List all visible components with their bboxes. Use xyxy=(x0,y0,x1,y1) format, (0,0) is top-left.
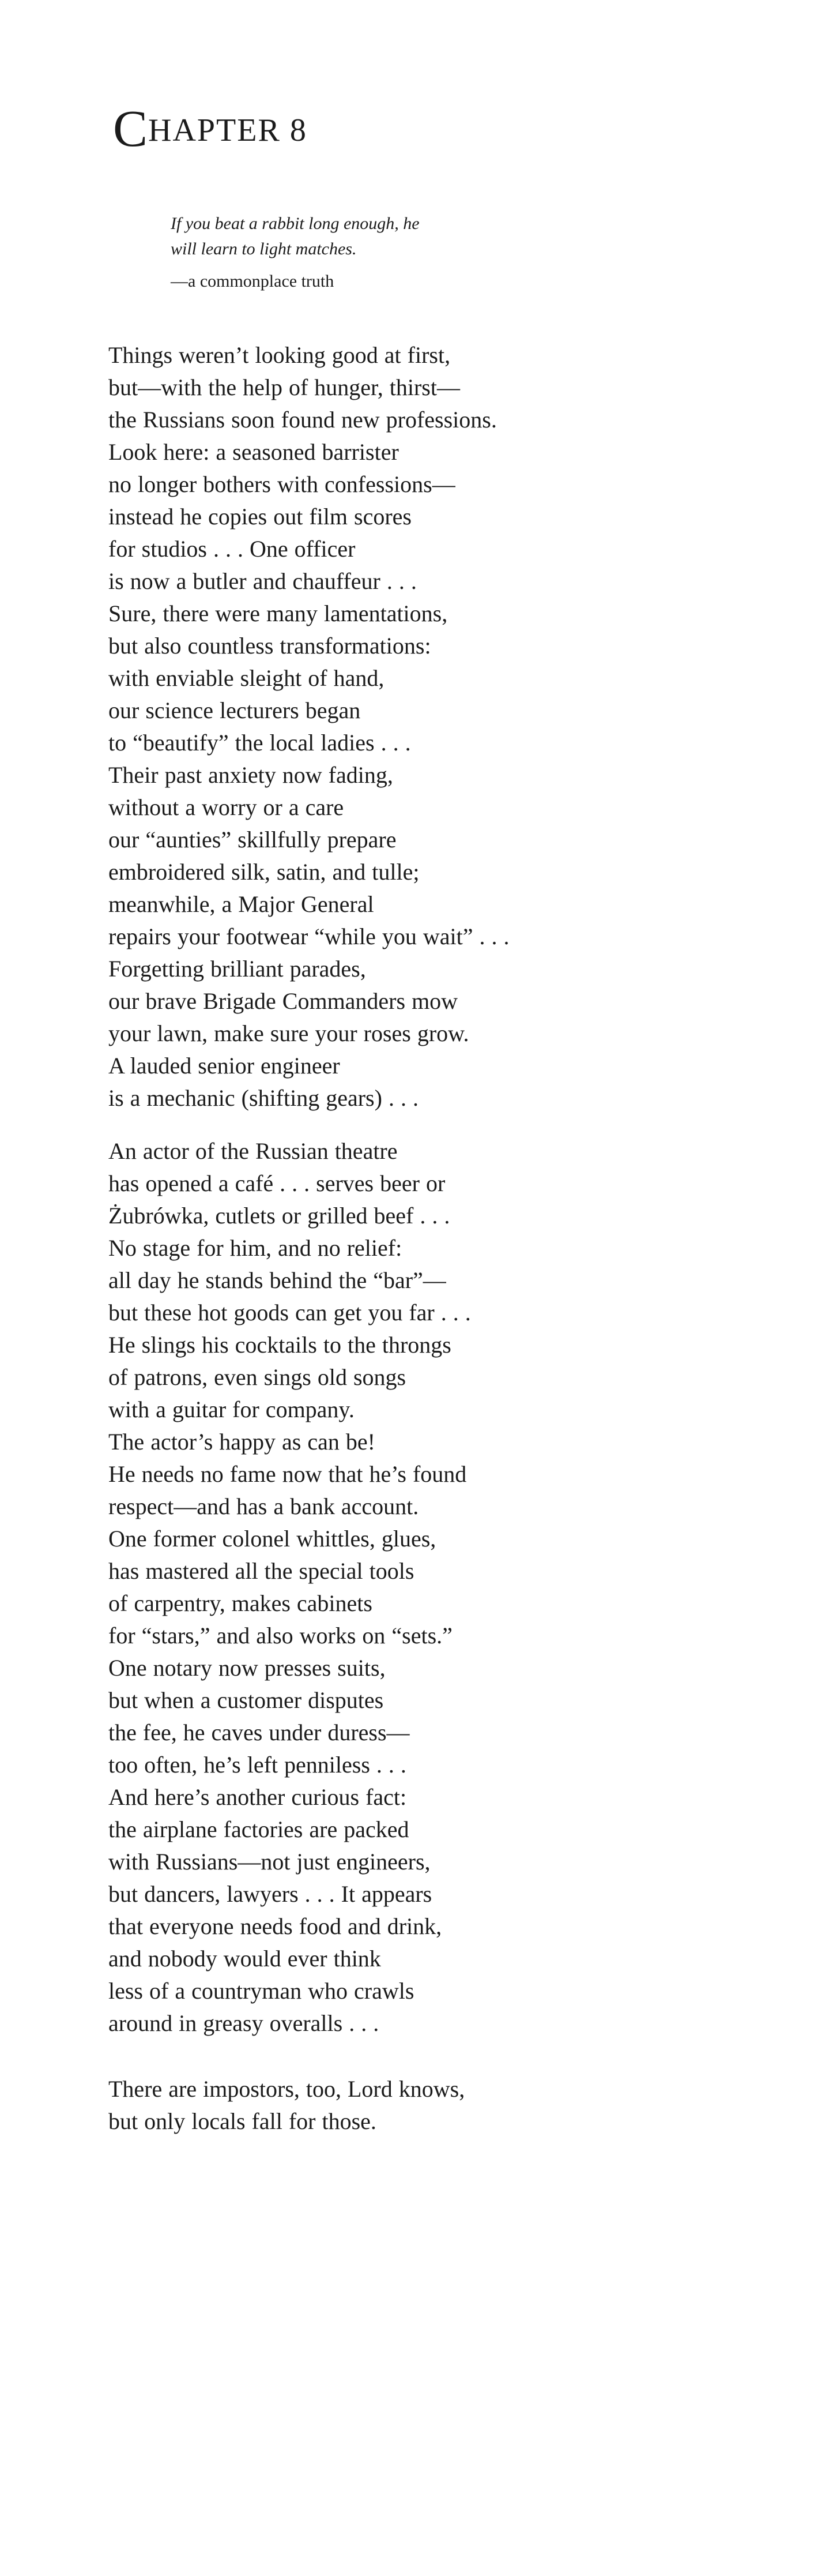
poem-line: but only locals fall for those. xyxy=(108,2108,376,2134)
poem-line: has opened a café . . . serves beer or xyxy=(108,1170,446,1196)
poem-line: to “beautify” the local ladies . . . xyxy=(108,730,411,756)
poem-line: with Russians—not just engineers, xyxy=(108,1849,431,1875)
poem-line: repairs your footwear “while you wait” . . . xyxy=(108,923,510,949)
epigraph-attribution: —a commonplace truth xyxy=(171,272,334,291)
poem-line: is now a butler and chauffeur . . . xyxy=(108,568,417,594)
poem-line: embroidered silk, satin, and tulle; xyxy=(108,859,420,885)
poem-line: but when a customer disputes xyxy=(108,1687,384,1713)
poem-line: A lauded senior engineer xyxy=(108,1053,340,1079)
poem-line: Forgetting brilliant parades, xyxy=(108,956,366,982)
poem-line: One former colonel whittles, glues, xyxy=(108,1526,436,1552)
poem-line: our science lecturers began xyxy=(108,697,361,723)
poem-line: meanwhile, a Major General xyxy=(108,891,374,917)
epigraph-line: If you beat a rabbit long enough, he xyxy=(171,214,420,233)
epigraph-line: will learn to light matches. xyxy=(171,239,357,258)
poem-line: and nobody would ever think xyxy=(108,1946,381,1972)
poem-line: but dancers, lawyers . . . It appears xyxy=(108,1881,432,1907)
poem-line: of carpentry, makes cabinets xyxy=(108,1590,372,1616)
poem-line: And here’s another curious fact: xyxy=(108,1784,407,1810)
poem-line: for studios . . . One officer xyxy=(108,536,356,562)
poem-line: less of a countryman who crawls xyxy=(108,1978,414,2004)
poem-line: Look here: a seasoned barrister xyxy=(108,439,399,465)
poem-line: instead he copies out film scores xyxy=(108,504,412,530)
poem-line: the fee, he caves under duress— xyxy=(108,1719,410,1745)
poem-line: He needs no fame now that he’s found xyxy=(108,1461,467,1487)
poem-line: but—with the help of hunger, thirst— xyxy=(108,374,460,400)
poem-line: our brave Brigade Commanders mow xyxy=(108,988,458,1014)
poem-line: He slings his cocktails to the throngs xyxy=(108,1332,451,1358)
poem-line: Żubrówka, cutlets or grilled beef . . . xyxy=(108,1203,450,1229)
poem-line: the Russians soon found new professions. xyxy=(108,407,497,433)
poem-line: is a mechanic (shifting gears) . . . xyxy=(108,1085,419,1111)
poem-line: our “aunties” skillfully prepare xyxy=(108,827,397,853)
poem-stanza-1 xyxy=(108,339,510,1114)
poem-stanza-3 xyxy=(108,2073,510,2138)
poem-line: respect—and has a bank account. xyxy=(108,1493,419,1519)
poem-line: your lawn, make sure your roses grow. xyxy=(108,1020,469,1046)
poem-line: has mastered all the special tools xyxy=(108,1558,414,1584)
poem-line: but also countless transformations: xyxy=(108,633,431,659)
poem-body xyxy=(108,339,510,2138)
poem-line: of patrons, even sings old songs xyxy=(108,1364,406,1390)
poem-line: no longer bothers with confessions— xyxy=(108,471,455,497)
poem-line: The actor’s happy as can be! xyxy=(108,1429,375,1455)
poem-line: Their past anxiety now fading, xyxy=(108,762,393,788)
poem-line: with enviable sleight of hand, xyxy=(108,665,385,691)
poem-line: around in greasy overalls . . . xyxy=(108,2010,379,2036)
poem-line: the airplane factories are packed xyxy=(108,1816,409,1842)
poem-line: There are impostors, too, Lord knows, xyxy=(108,2076,465,2102)
poem-line: that everyone needs food and drink, xyxy=(108,1913,442,1939)
chapter-heading xyxy=(113,98,307,157)
poem-line: with a guitar for company. xyxy=(108,1396,355,1422)
poem-line: One notary now presses suits, xyxy=(108,1655,386,1681)
chapter-title-rest: HAPTER 8 xyxy=(148,112,307,148)
poem-line: for “stars,” and also works on “sets.” xyxy=(108,1623,453,1649)
poem-stanza-2 xyxy=(108,1135,510,2040)
poem-line: An actor of the Russian theatre xyxy=(108,1138,398,1164)
poem-line: without a worry or a care xyxy=(108,794,344,820)
epigraph xyxy=(171,211,420,294)
chapter-initial-letter: C xyxy=(113,100,148,157)
poem-line: No stage for him, and no relief: xyxy=(108,1235,402,1261)
poem-line: too often, he’s left penniless . . . xyxy=(108,1752,406,1778)
poem-line: all day he stands behind the “bar”— xyxy=(108,1267,446,1293)
poem-line: Things weren’t looking good at first, xyxy=(108,342,451,368)
poem-line: Sure, there were many lamentations, xyxy=(108,600,448,626)
poem-line: but these hot goods can get you far . . . xyxy=(108,1300,471,1325)
